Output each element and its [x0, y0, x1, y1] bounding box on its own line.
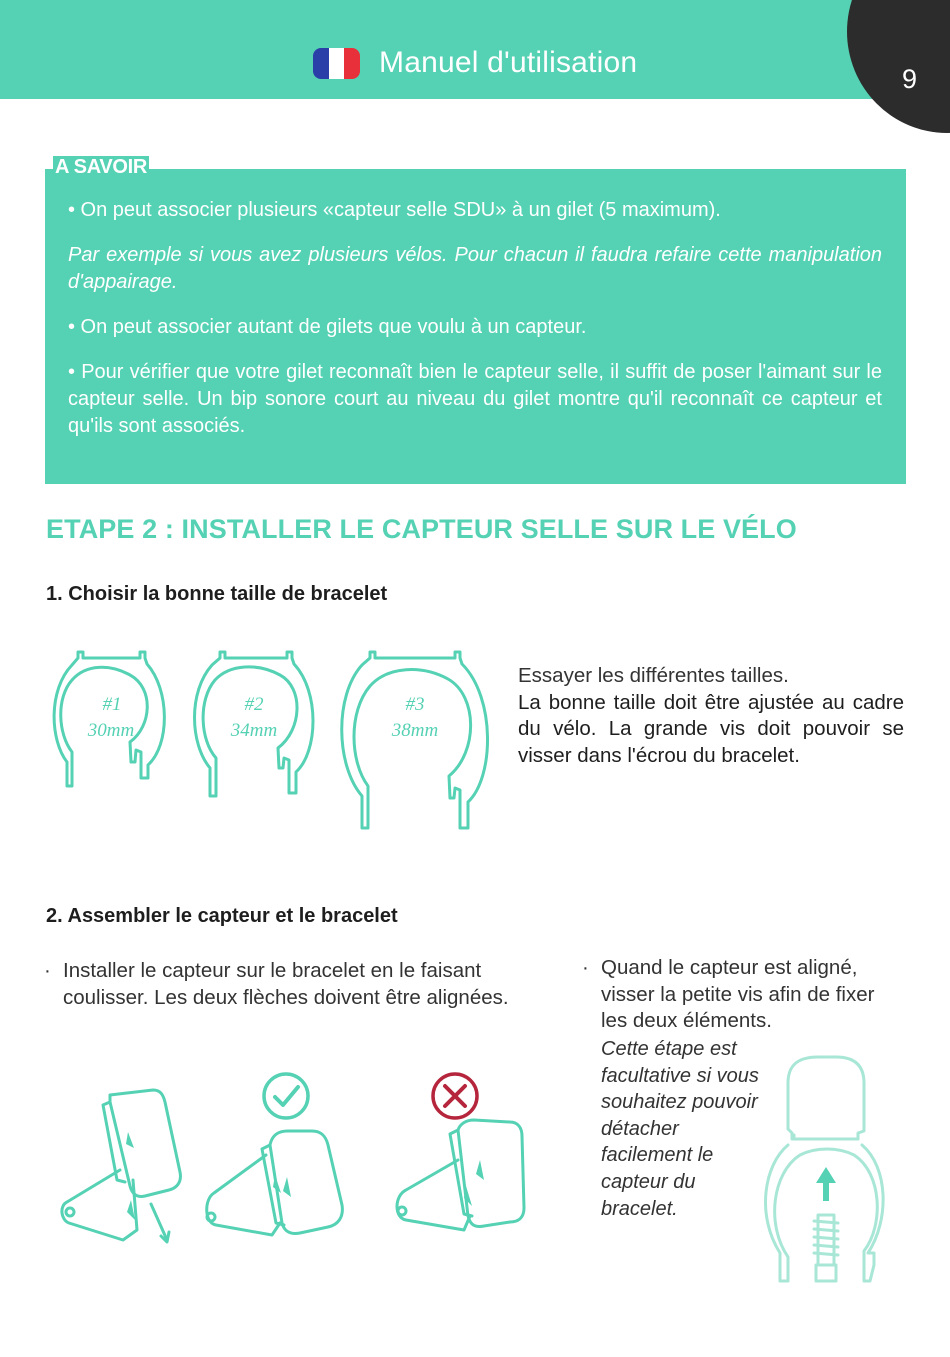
- optional-note: Cette étape est facultative si vous souhaitez pouvoir détacher facilement le capteur du bracelet.: [601, 1038, 759, 1220]
- size-instructions-light: Essayer les différentes tailles.: [518, 664, 789, 687]
- flag-white: [329, 48, 345, 79]
- french-flag-icon: [313, 48, 360, 79]
- size-instructions: [518, 663, 904, 769]
- bullet-left: [44, 958, 538, 1011]
- size-1-mm: 30mm: [87, 720, 135, 741]
- size-2-number: #2: [244, 694, 264, 715]
- screw-assembly-illustration: [758, 1055, 893, 1290]
- info-line-2: Par exemple si vous avez plusieurs vélos. Pour chacun il faudra refaire cette manipulation d'appairage.: [68, 244, 882, 293]
- cross-icon: [430, 1071, 482, 1123]
- size-3-mm: 38mm: [391, 720, 439, 741]
- bracelet-size-1-illustration: [50, 650, 170, 795]
- flag-red: [344, 48, 360, 79]
- bullet-dot-icon: ·: [44, 959, 51, 982]
- section2-title: 2. Assembler le capteur et le bracelet: [46, 905, 398, 927]
- sensor-misaligned-illustration: [392, 1118, 532, 1243]
- bracelet-size-2-illustration: [190, 650, 320, 800]
- bullet-dot-icon: ·: [582, 956, 589, 979]
- bullet-right: [582, 955, 905, 1035]
- bullet-left-text: Installer le capteur sur le bracelet en le faisant coulisser. Les deux flèches doivent être alignées.: [63, 959, 509, 1009]
- info-line-3: • On peut associer autant de gilets que voulu à un capteur.: [68, 316, 587, 338]
- info-box-label: A SAVOIR: [55, 156, 148, 178]
- bullet-right-text: Quand le capteur est aligné, visser la petite vis afin de fixer les deux éléments.: [601, 956, 875, 1033]
- size-1-number: #1: [102, 694, 122, 715]
- page-number-badge: [847, 0, 950, 133]
- sensor-sliding-illustration: [55, 1080, 190, 1255]
- info-line-1: • On peut associer plusieurs «capteur selle SDU» à un gilet (5 maximum).: [68, 199, 721, 221]
- page-number: 9: [902, 64, 918, 94]
- size-instructions-main: La bonne taille doit être ajustée au cadre du vélo. La grande vis doit pouvoir se visser dans l'écrou du bracelet.: [518, 690, 904, 767]
- info-line-4: • Pour vérifier que votre gilet reconnaît bien le capteur selle, il suffit de poser l'aimant sur le capteur selle. Un bip sonore court au niveau du gilet montre qu'il reconnaît ce capteur et qu'ils sont associés.: [68, 361, 882, 437]
- manual-title: Manuel d'utilisation: [379, 46, 638, 79]
- sensor-aligned-illustration: [200, 1125, 350, 1250]
- flag-blue: [313, 48, 329, 79]
- bracelet-size-3-illustration: [338, 650, 498, 835]
- section1-title: 1. Choisir la bonne taille de bracelet: [46, 583, 388, 605]
- size-3-number: #3: [405, 694, 425, 715]
- step-title: ETAPE 2 : INSTALLER LE CAPTEUR SELLE SUR LE VÉLO: [46, 514, 797, 544]
- check-icon: [261, 1071, 313, 1123]
- size-2-mm: 34mm: [230, 720, 278, 741]
